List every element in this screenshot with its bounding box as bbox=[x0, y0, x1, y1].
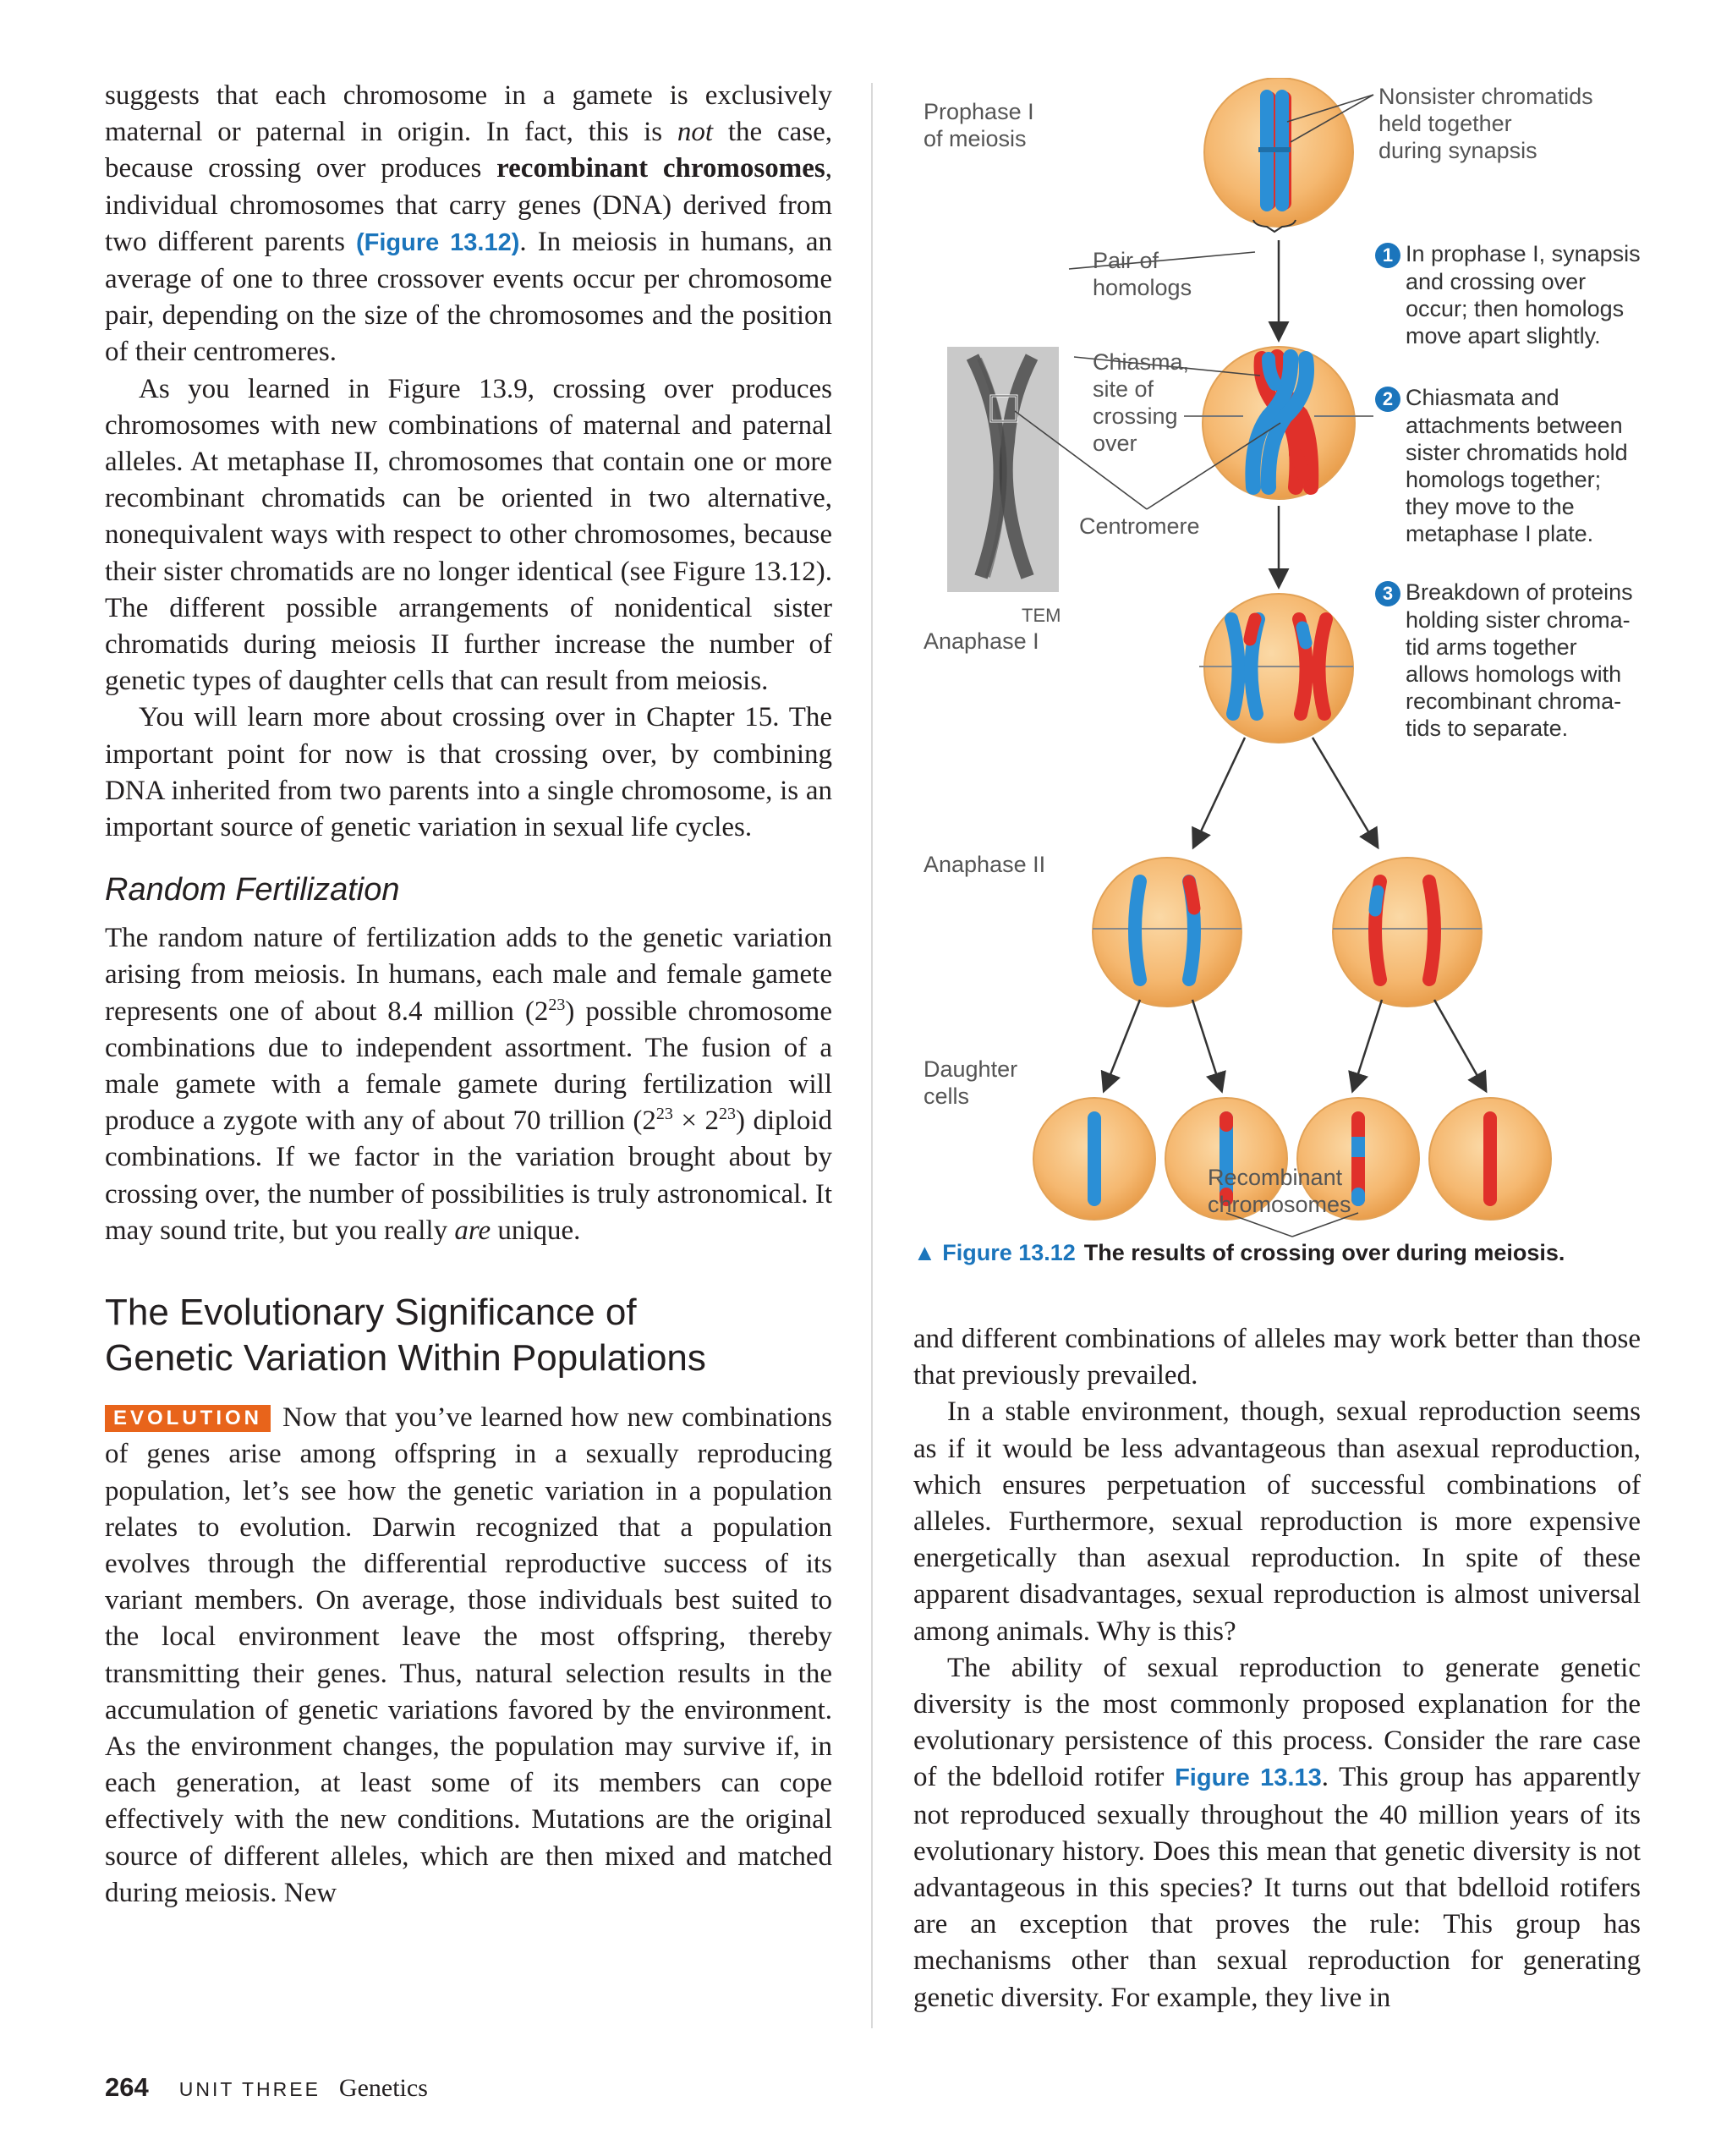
label-anaphase-2: Anaphase II bbox=[924, 852, 1046, 877]
daughter-cell-1 bbox=[1033, 1098, 1155, 1220]
paragraph: The random nature of fertilization adds to the genetic variation arising from meiosis. In humans, each male and female gamete represents one of about 8.4 million $(2^{23})$ possible chromosome combinations due to independent assortment. The fusion of a male gamete with a female gamete during fertilization will produce a zygote with any of about 70 trillion $(2^{23} \times 2^{23})$ diploid combinations. If we factor in the variation brought about by crossing over, the number of possibilities is truly astronomical. It may sound trite, but you really are unique. bbox=[105, 923, 832, 1246]
section-label: Genetics bbox=[338, 2074, 428, 2102]
label-daughter-cells: Daughter cells bbox=[924, 1056, 1018, 1109]
label-tem: TEM bbox=[1022, 605, 1061, 626]
page-number: 264 bbox=[105, 2072, 149, 2102]
step-number-badge: 1 bbox=[1375, 243, 1400, 268]
caption-label: ▲ Figure 13.12 bbox=[913, 1240, 1076, 1265]
section-heading: The Evolutionary Significance of Genetic Variation Within Populations bbox=[105, 1292, 706, 1380]
right-column bbox=[913, 1321, 1641, 2016]
paragraph: The ability of sexual reproduction to generate genetic diversity is the most commonly proposed explanation for the evolutionary persistence of this process. Consider the rare case of the bdelloid rotifer Figure 13.13. This group has apparently not reproduced sexually throughout the 40 million years of its evolutionary history. Does this mean that genetic diversity is not advantageous in this species? It turns out that bdelloid rotifers are an exception that proves the rule: This group has mechanisms other than sexual reproduction for generating genetic diversity. For example, they live in bbox=[913, 1652, 1641, 2013]
paragraph: In a stable environment, though, sexual reproduction seems as if it would be less advantageous than asexual reproduction, which ensures perpetuation of successful combinations of alleles. Furthermore, sexual reproduction is more expensive energetically than asexual reproduction. In spite of these apparent disadvantages, sexual reproduction is almost universal among animals. Why is this? bbox=[913, 1396, 1641, 1647]
cell-prophase-1 bbox=[1204, 78, 1353, 232]
unit-label: UNIT THREE bbox=[178, 2078, 321, 2100]
cell-anaphase-2-left bbox=[1093, 858, 1241, 1007]
figure-caption: ▲ Figure 13.12 The results of crossing over during meiosis. bbox=[913, 1240, 1565, 1265]
paragraph: suggests that each chromosome in a gamete is exclusively maternal or paternal in origin. In fact, this is not the case, because crossing over produces recombinant chromosomes, individual chromosomes that carry genes (DNA) derived from two different parents (Figure 13.12). In meiosis in humans, an average of one to three crossover events occur per chromosome pair, depending on the size of the chromosomes and the position of their centromeres. bbox=[105, 80, 832, 368]
paragraph: You will learn more about crossing over in Chapter 15. The important point for now is that crossing over, by combining DNA inherited from two parents into a single chromosome, is an important source of genetic variation in sexual life cycles. bbox=[105, 702, 832, 843]
figure-13-12 bbox=[913, 78, 1674, 1279]
label-centromere: Centromere bbox=[1079, 513, 1200, 539]
label-prophase: Prophase I of meiosis bbox=[924, 99, 1034, 151]
figure-link[interactable]: (Figure 13.12) bbox=[356, 228, 520, 256]
step-3: 3 Breakdown of proteins holding sister chroma- tid arms together allows homologs with recombinant chroma- tids to separate. bbox=[1375, 579, 1633, 742]
paragraph: and different combinations of alleles may work better than those that previously prevailed. bbox=[913, 1324, 1641, 1391]
label-anaphase-1: Anaphase I bbox=[924, 628, 1039, 654]
cell-anaphase-1 bbox=[1199, 594, 1353, 743]
page-footer bbox=[105, 2072, 428, 2103]
evolution-badge: EVOLUTION bbox=[105, 1405, 271, 1432]
label-chiasma: Chiasma, site of crossing over bbox=[1093, 349, 1190, 456]
column-divider bbox=[871, 83, 873, 2028]
cell-crossing-over bbox=[1184, 347, 1373, 499]
step-number-badge: 2 bbox=[1375, 387, 1400, 412]
label-recombinant-chromosomes: Recombinant chromosomes bbox=[1208, 1165, 1351, 1217]
step-number-badge: 3 bbox=[1375, 581, 1400, 606]
label-pair-of-homologs: Pair of homologs bbox=[1093, 248, 1192, 300]
tem-micrograph bbox=[947, 347, 1059, 592]
step-2: 2 Chiasmata and attachments between sister chromatids hold homologs together; they move to the metaphase I plate. bbox=[1375, 384, 1628, 547]
label-nonsister-chromatids: Nonsister chromatids held together during synapsis bbox=[1378, 84, 1593, 163]
left-column bbox=[105, 78, 832, 1912]
figure-link[interactable]: Figure 13.13 bbox=[1175, 1764, 1322, 1792]
subheading: Random Fertilization bbox=[105, 872, 400, 908]
daughter-cell-4 bbox=[1429, 1098, 1551, 1220]
paragraph: As you learned in Figure 13.9, crossing over produces chromosomes with new combinations of maternal and paternal alleles. At metaphase II, chromosomes that contain one or more recombinant chromatids can be oriented in two alternative, nonequivalent ways with respect to other chromosomes, because their sister chromatids are no longer identical (see Figure 13.12). The different possible arrangements of nonidentical sister chromatids during meiosis II further increase the number of genetic types of daughter cells that can result from meiosis. bbox=[105, 373, 832, 697]
cell-anaphase-2-right bbox=[1333, 858, 1482, 1007]
step-1: 1 In prophase I, synapsis and crossing over occur; then homologs move apart slightly. bbox=[1375, 240, 1641, 349]
paragraph: EVOLUTION Now that you’ve learned how new combinations of genes arise among offspring in a sexually reproducing population, let’s see how the genetic variation in a population relates to evolution. Darwin recognized that a population evolves through the differential reproductive success of its variant members. On average, those individuals best suited to the local environment leave the most offspring, thereby transmitting their genes. Thus, natural selection results in the accumulation of genetic variations favored by the environment. As the environment changes, the population may survive if, in each generation, at least some of its members can cope effectively with the new conditions. Mutations are the original source of different alleles, which are then mixed and matched during meiosis. New bbox=[105, 1402, 832, 1908]
